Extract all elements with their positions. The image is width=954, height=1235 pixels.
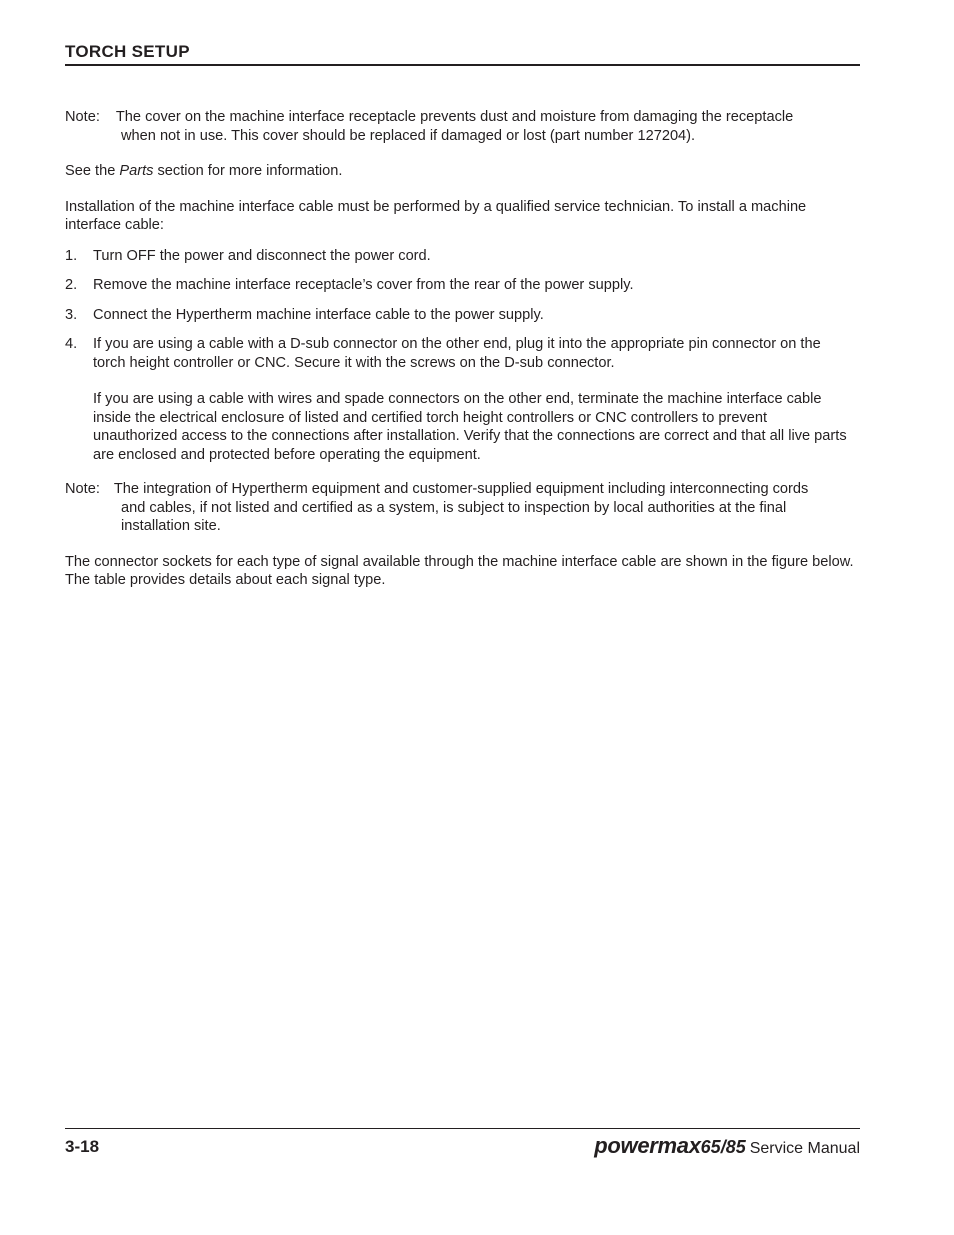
closing-paragraph: The connector sockets for each type of signal available through the machine interface cable are shown in the figure below. The table provides details about each signal type. [65,553,854,588]
section-title: TORCH SETUP [65,42,190,61]
list-item: 3. Connect the Hypertherm machine interface cable to the power supply. [65,306,544,323]
page-header [65,42,860,66]
install-intro-paragraph: Installation of the machine interface cable must be performed by a qualified service technician. To install a machine interface cable: [65,198,807,233]
page-footer [65,1128,860,1158]
install-steps-list [65,247,855,465]
step-4-extra-text: If you are using a cable with wires and spade connectors on the other end, terminate the machine interface cable inside the electrical enclosure of listed and certified torch height controllers or CNC controllers to prevent unauthorized access to the connections after installation. Verify that the connections are correct and that all live parts are enclosed and protected before operating the equipment. [93,391,847,463]
list-item: 2. Remove the machine interface receptacle’s cover from the rear of the power supply. [65,277,634,293]
note-cover [65,108,855,145]
page-number: 3-18 [65,1137,100,1156]
note-text-rest: and cables, if not listed and certified as a system, is subject to inspection by local authorities at the final installation site. [121,499,787,534]
note-integration [65,480,855,536]
parts-section-reference: Parts [119,163,154,179]
list-item: 1. Turn OFF the power and disconnect the power cord. [65,247,431,264]
manual-title: Service Manual [749,1140,860,1157]
step-4-text: If you are using a cable with a D-sub connector on the other end, plug it into the appropriate pin connector on the torch height controller or CNC. Secure it with the screws on the D-sub connector. [93,336,821,371]
note-text-line1: The cover on the machine interface receptacle prevents dust and moisture from damaging the receptacle [115,109,794,125]
note-text-line2: when not in use. This cover should be replaced if damaged or lost (part number 127204). [121,127,696,144]
page-content [65,108,855,590]
list-item: 4. If you are using a cable with a D-sub connector on the other end, plug it into the appropriate pin connector on the torch height controller or CNC. Secure it with the screws on the D-sub connector. If you are using a cable with wires and spade connectors on the other end, terminate the machine interface cable inside the electrical enclosure of listed and certified torch height controllers or CNC controllers to prevent unauthorized access to the connections after installation. Verify that the connections are correct and that all live parts are enclosed and protected before operating the equipment. [65,335,855,464]
note-text-line1: The integration of Hypertherm equipment and customer-supplied equipment including interconnecting cords [113,481,809,497]
note-label: Note: [65,481,100,497]
brand-footer [594,1133,860,1159]
brand-model: 65/85 [700,1137,746,1157]
see-parts-paragraph: See the Parts section for more information. [65,163,343,179]
brand-logo: powermax [594,1133,701,1158]
note-label: Note: [65,109,100,125]
